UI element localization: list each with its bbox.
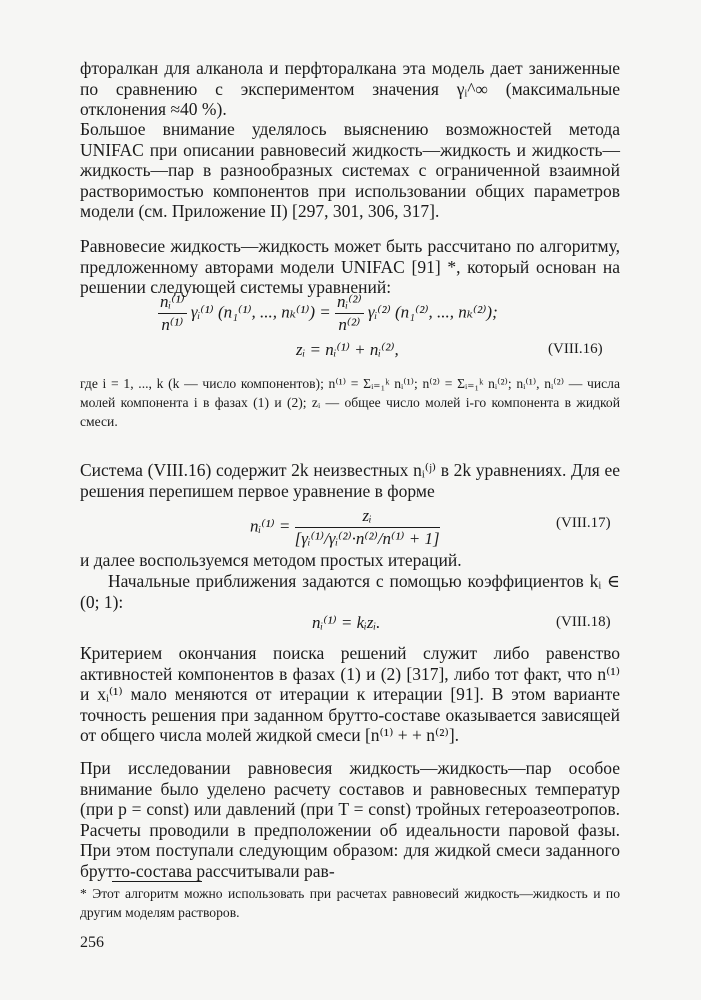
paragraph-7: Критерием окончания поиска решений служит либо равенство активностей компонентов в фазах (1) и (2) [317], либо тот факт, что n⁽¹⁾ и xᵢ⁽¹⁾ мало меняются от итерации к итерации [91]. В этом варианте точность решения при заданном брутто-составе оказывается зависящей от общего числа молей жидкой смеси [n⁽¹⁾ + + n⁽²⁾]. — [80, 643, 620, 746]
equation-number-viii-16: (VIII.16) — [548, 341, 603, 357]
equation-number-viii-18: (VIII.18) — [556, 614, 611, 630]
fraction-numerator: nᵢ⁽¹⁾ — [158, 292, 187, 314]
paragraph-3: Равновесие жидкость—жидкость может быть рассчитано по алгоритму, предложенному авторами модели UNIFAC [91] *, который основан на решении следующей системы уравнений: — [80, 236, 620, 298]
footnote: * Этот алгоритм можно использовать при расчетах равновесий жидкость—жидкость и по другим моделям растворов. — [80, 886, 620, 920]
equation-lhs: nᵢ⁽¹⁾ = — [250, 516, 291, 536]
equation-rhs-tail: γᵢ⁽²⁾ (n₁⁽²⁾, ..., nₖ⁽²⁾); — [367, 302, 498, 322]
page-number: 256 — [80, 934, 104, 951]
paragraph-1: фторалкан для алканола и перфторалкана эта модель дает заниженные по сравнению с экспериментом значения γᵢ^∞ (максимальные отклонения ≈40 %). — [80, 58, 620, 120]
equation-viii-18: nᵢ⁽¹⁾ = kᵢzᵢ. — [312, 613, 381, 632]
fraction — [295, 506, 440, 549]
equation-viii-17 — [250, 506, 440, 549]
fraction-numerator: zᵢ — [295, 506, 440, 528]
paragraph-5: и далее воспользуемся методом простых итераций. — [80, 550, 462, 570]
paragraph-8: При исследовании равновесия жидкость—жидкость—пар особое внимание было уделено расчету составов и равновесных температур (при p = const) или давлений (при T = const) тройных гетероазеотропов. Расчеты проводили в предположении об идеальности паровой фазы. При этом поступали следующим образом: для жидкой смеси заданного брутто-состава рассчитывали рав- — [80, 758, 620, 881]
equation-legend: где i = 1, ..., k (k — число компонентов); n⁽¹⁾ = Σᵢ₌₁ᵏ nᵢ⁽¹⁾; n⁽²⁾ = Σᵢ₌₁ᵏ nᵢ⁽²⁾; nᵢ⁽¹⁾, nᵢ⁽²⁾ — числа молей компонента i в фазах (1) и (2); zᵢ — общее число молей i-го компонента в жидкой смеси. — [80, 376, 620, 429]
fraction-numerator: nᵢ⁽²⁾ — [335, 292, 364, 314]
paragraph-6: Начальные приближения задаются с помощью коэффициентов kᵢ ∈ (0; 1): — [80, 571, 620, 612]
fraction-denominator: n⁽¹⁾ — [161, 315, 184, 334]
equation-viii-16-line-2: zᵢ = nᵢ⁽¹⁾ + nᵢ⁽²⁾, — [296, 340, 399, 359]
fraction-denominator: [γᵢ⁽¹⁾/γᵢ⁽²⁾·n⁽²⁾/n⁽¹⁾ + 1] — [294, 529, 440, 548]
footnote-divider — [112, 881, 202, 882]
equation-lhs-tail: γᵢ⁽¹⁾ (n₁⁽¹⁾, ..., nₖ⁽¹⁾) = — [190, 302, 331, 322]
paragraph-2: Большое внимание уделялось выяснению возможностей метода UNIFAC при описании равновесий жидкость—жидкость и жидкость—жидкость—пар в разнообразных системах с ограниченной взаимной растворимостью компонентов при использовании общих параметров модели (см. Приложение II) [297, 301, 306, 317]. — [80, 119, 620, 222]
paragraph-4: Система (VIII.16) содержит 2k неизвестных nᵢ⁽ʲ⁾ в 2k уравнениях. Для ее решения перепишем первое уравнение в форме — [80, 460, 620, 501]
fraction-denominator: n⁽²⁾ — [338, 315, 361, 334]
fraction-lhs — [158, 292, 187, 335]
equation-viii-16-line-1 — [158, 292, 498, 335]
fraction-rhs — [335, 292, 364, 335]
equation-number-viii-17: (VIII.17) — [556, 515, 611, 531]
